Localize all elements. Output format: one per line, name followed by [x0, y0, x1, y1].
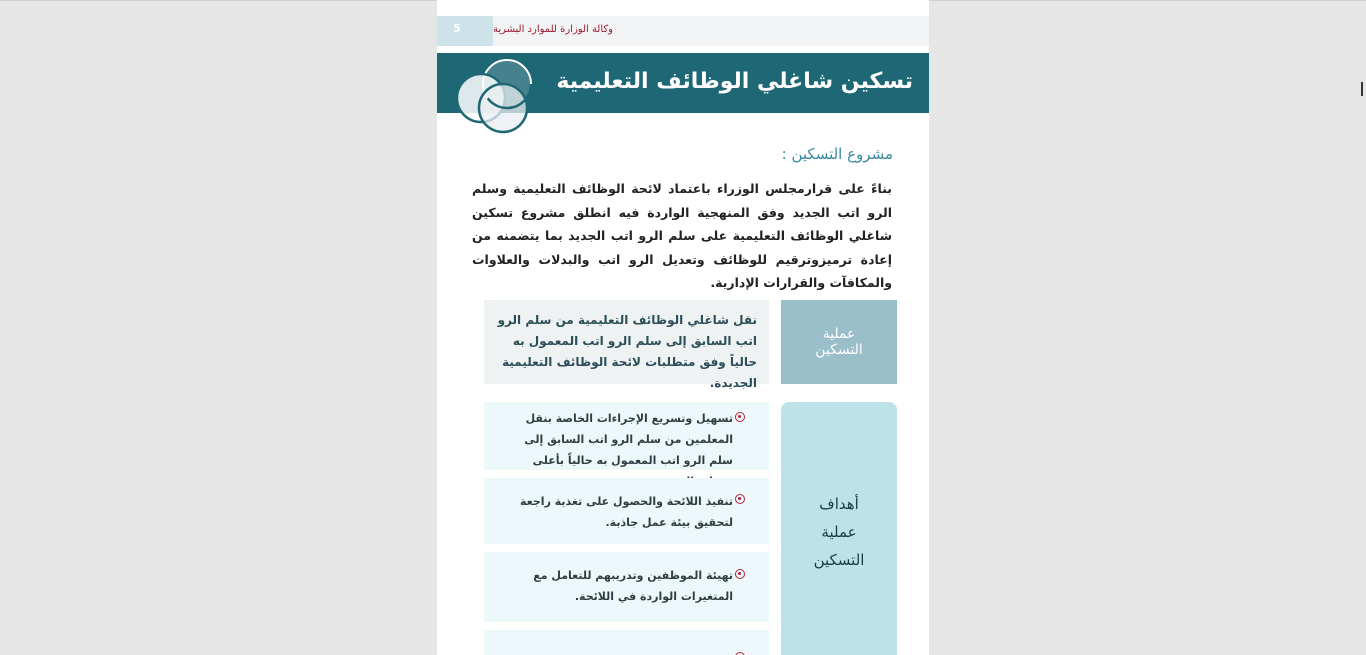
process-description: نقل شاغلي الوظائف التعليمية من سلم الرو اتب السابق إلى سلم الرو اتب المعمول به حالياً وفق متطلبات لائحة الوظائف التعليمية الجديدة.	[484, 300, 769, 384]
running-header	[437, 16, 929, 46]
text-cursor	[1361, 82, 1363, 96]
goal-text: تسهيل وتسريع الإجراءات الخاصة بنقل المعلمين من سلم الرو اتب السابق إلى سلم الرو اتب المعمول به حالياً بأعلى	[524, 412, 733, 467]
target-bullet-icon	[735, 412, 745, 422]
section-heading: مشروع التسكين :	[781, 145, 893, 163]
page-number-box	[437, 16, 493, 46]
goals-label	[781, 402, 897, 655]
overlapping-circles-logo-icon	[445, 50, 535, 140]
page-number: 5	[453, 22, 461, 35]
intro-paragraph: بناءً على قرارمجلس الوزراء باعتماد لائحة الوظائف التعليمية وسلم الرو اتب الجديد وفق المنهجية الواردة فيه انطلق مشروع تسكين شاغلي الوظائف التعليمية على سلم الرو اتب الجديد بما يتضمنه من إعادة ترميزوترقيم للوظائف وتعديل الرو اتب والبدلات والعلاوات والمكافآت والقرارات الإدارية.	[472, 181, 892, 290]
target-bullet-icon	[735, 569, 745, 579]
goal-text: تنفيذ اللائحة والحصول على تغذية راجعة لتحقيق بيئة عمل جاذبة.	[520, 495, 733, 529]
agency-name: وكالة الوزارة للموارد البشرية	[492, 24, 613, 35]
page-title: تسكين شاغلي الوظائف التعليمية	[556, 69, 913, 94]
goals-label-text: أهداف عملية التسكين	[813, 495, 865, 569]
goal-item	[484, 630, 769, 655]
goal-item	[484, 552, 769, 622]
goal-item	[484, 478, 769, 544]
goal-text: تهيئة الموظفين وتدريبهم للتعامل مع المتغيرات الواردة في اللائحة.	[533, 569, 733, 603]
goal-item	[484, 402, 769, 470]
document-page	[437, 0, 929, 655]
process-label	[781, 300, 897, 384]
process-label-text: عملية التسكين	[815, 326, 863, 358]
target-bullet-icon	[735, 494, 745, 504]
